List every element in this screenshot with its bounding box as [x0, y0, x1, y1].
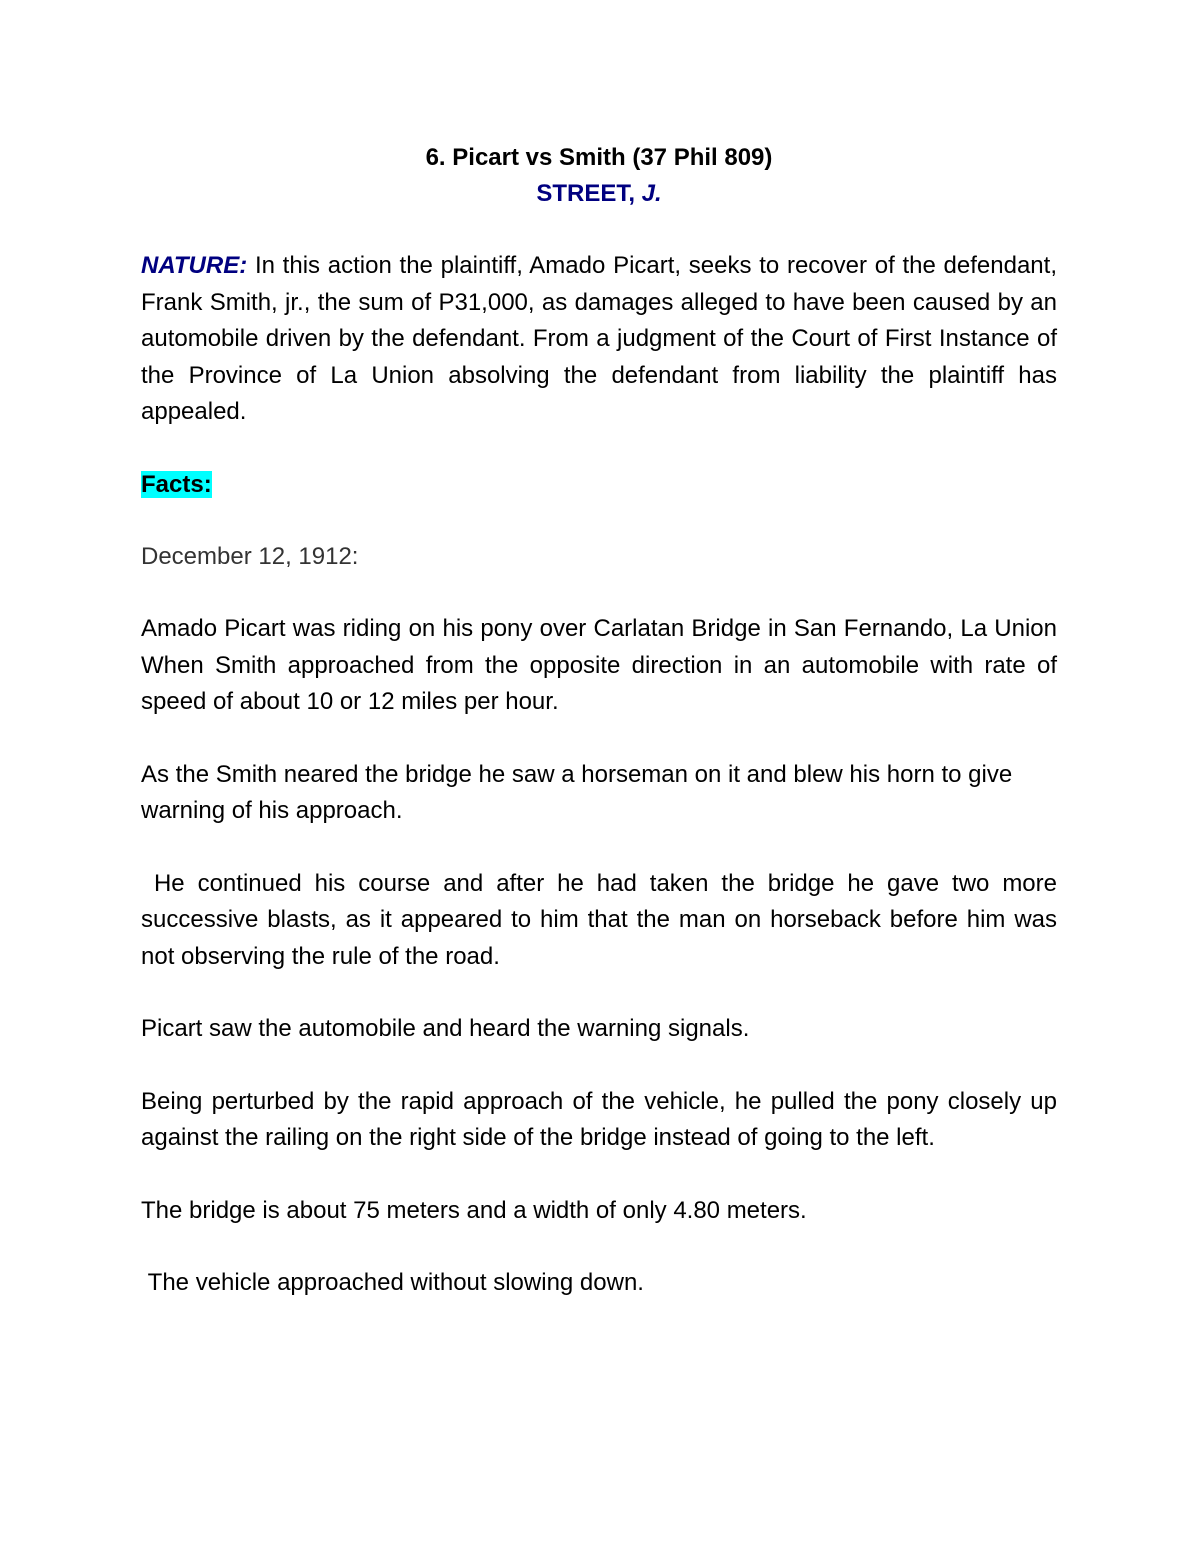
facts-paragraph: The bridge is about 75 meters and a width of only 4.80 meters. — [141, 1196, 807, 1224]
nature-label: NATURE: — [141, 252, 248, 279]
facts-heading — [141, 467, 1057, 503]
case-title: 6. Picart vs Smith (37 Phil 809) — [425, 144, 773, 171]
document-page — [141, 140, 1064, 1302]
ponente-name: STREET, — [536, 180, 642, 207]
facts-heading-label: Facts: — [141, 470, 212, 498]
nature-text: In this action the plaintiff, Amado Picart, seeks to recover of the defendant, Frank Smith, jr., the sum of P31,000, as damages alleged to have been caused by an automobile driven by the defendant. From a judgment of the Court of First Instance of the Province of La Union absolving the defendant from liability the plaintiff has appealed. — [141, 252, 1057, 425]
facts-paragraph: Being perturbed by the rapid approach of the vehicle, he pulled the pony closely up against the railing on the right side of the bridge instead of going to the left. — [141, 1087, 1057, 1151]
facts-paragraph: As the Smith neared the bridge he saw a horseman on it and blew his horn to give warning of his approach. — [141, 760, 1013, 824]
facts-paragraph: Picart saw the automobile and heard the warning signals. — [141, 1015, 750, 1042]
facts-paragraph: The vehicle approached without slowing down. — [141, 1269, 644, 1296]
nature-paragraph — [141, 248, 1057, 431]
ponente — [141, 176, 1057, 212]
facts-date: December 12, 1912: — [141, 542, 359, 570]
facts-paragraph: He continued his course and after he had taken the bridge he gave two more successive blasts, as it appeared to him that the man on horseback before him was not observing the rule of the road. — [141, 869, 1064, 970]
ponente-initial: J. — [641, 180, 662, 207]
facts-paragraph: Amado Picart was riding on his pony over Carlatan Bridge in San Fernando, La Union When Smith approached from the opposite direction in an automobile with rate of speed of about 10 or 12 miles per hour. — [141, 615, 1057, 715]
